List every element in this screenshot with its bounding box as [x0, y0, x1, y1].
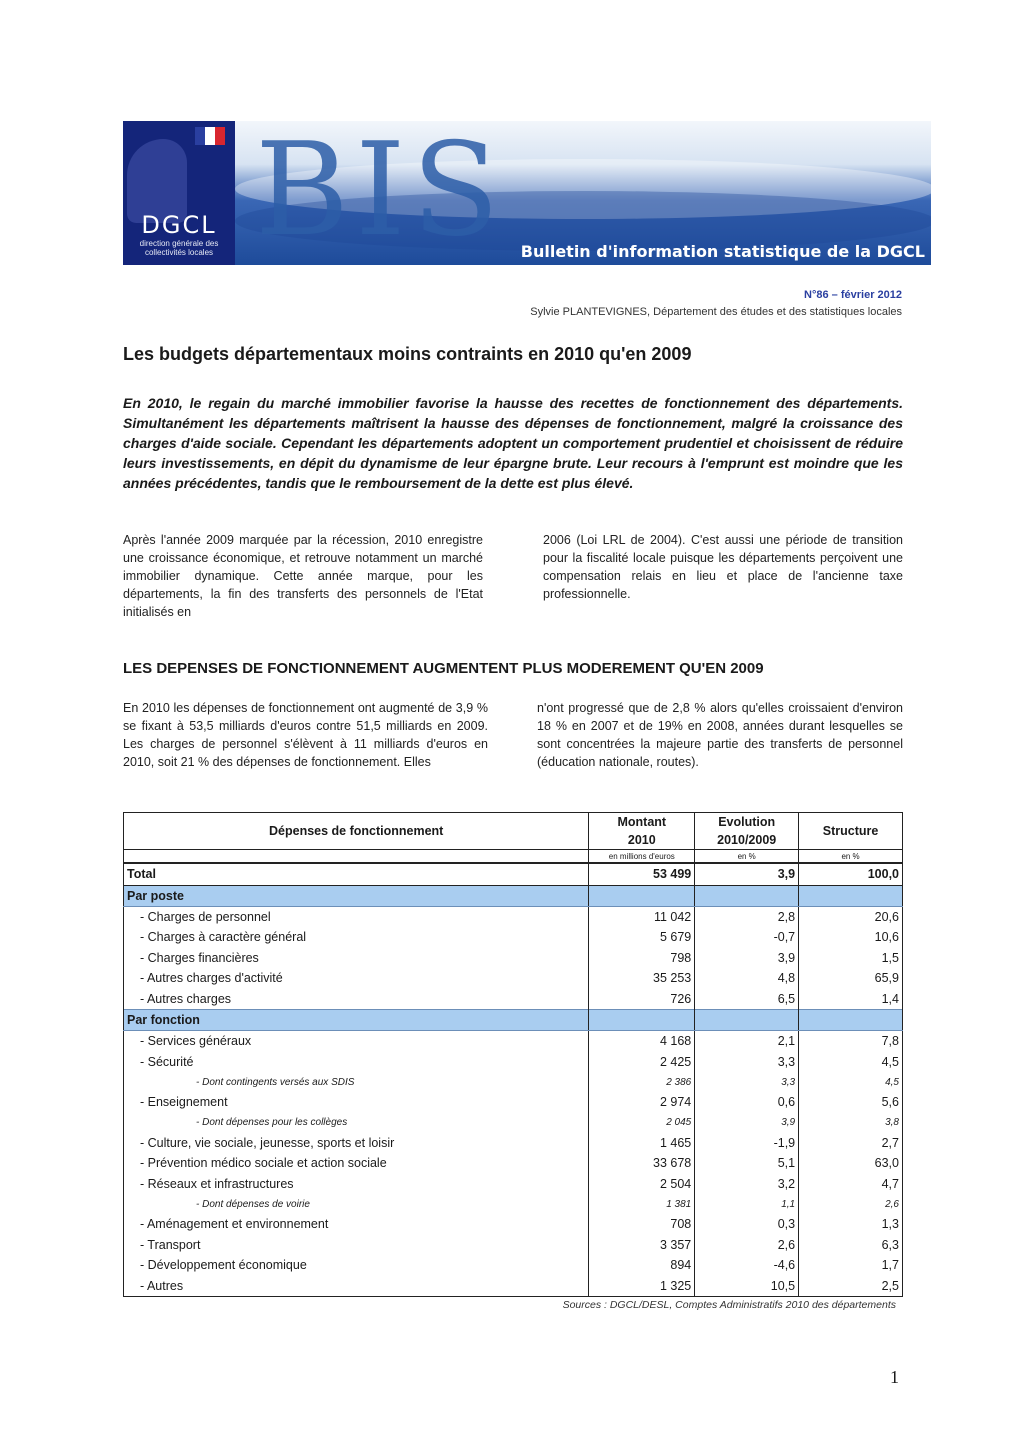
cell-structure: 1,7 — [799, 1255, 903, 1276]
cell-label: - Services généraux — [124, 1031, 589, 1052]
intro-right-column: 2006 (Loi LRL de 2004). C'est aussi une période de transition pour la fiscalité locale puisque les départements perçoivent une compensation relais en lieu et place de l'ancienne taxe professionnelle. — [543, 533, 903, 601]
author-line: Sylvie PLANTEVIGNES, Département des études et des statistiques locales — [530, 306, 902, 318]
cell-evolution: 4,8 — [695, 968, 799, 989]
table-row — [124, 1153, 903, 1174]
cell-evolution: 3,2 — [695, 1174, 799, 1195]
cell-evolution: 10,5 — [695, 1276, 799, 1297]
cell-structure: 2,5 — [799, 1276, 903, 1297]
section-empty — [695, 1010, 799, 1031]
cell-evolution: 2,8 — [695, 906, 799, 927]
cell-montant: 3 357 — [589, 1235, 695, 1256]
cell-evolution: -4,6 — [695, 1255, 799, 1276]
table-row — [124, 1214, 903, 1235]
cell-label: - Charges financières — [124, 948, 589, 969]
section-right-column: n'ont progressé que de 2,8 % alors qu'elles croissaient d'environ 18 % en 2007 et de 19% en 2008, années durant lesquelles se sont concentrées la majeure partie des transferts de personnel (éducation nationale, routes). — [537, 701, 903, 769]
table-row — [124, 906, 903, 927]
intro-left-column: Après l'année 2009 marquée par la récession, 2010 enregistre une croissance économique, et retrouve notamment un marché immobilier dynamique. Cette année marque, pour les départements, la fin des transferts des personnels de l'Etat initialisés en — [123, 533, 483, 619]
cell-evolution: 3,9 — [695, 948, 799, 969]
table-row — [124, 1276, 903, 1297]
cell-label: - Réseaux et infrastructures — [124, 1174, 589, 1195]
header-evolution-line1: Evolution — [718, 815, 776, 829]
cell-structure: 5,6 — [799, 1092, 903, 1113]
cell-evolution: 6,5 — [695, 989, 799, 1010]
cell-label: - Transport — [124, 1235, 589, 1256]
cell-montant: 726 — [589, 989, 695, 1010]
poste-rows — [124, 906, 903, 1010]
table-section-fonction — [124, 1010, 903, 1031]
table-row — [124, 1052, 903, 1073]
table-row — [124, 1174, 903, 1195]
cell-montant: 11 042 — [589, 906, 695, 927]
cell-structure: 1,4 — [799, 989, 903, 1010]
cell-structure: 2,7 — [799, 1133, 903, 1154]
table-row — [124, 968, 903, 989]
cell-structure: 1,5 — [799, 948, 903, 969]
cell-montant: 2 045 — [589, 1113, 695, 1133]
cell-montant: 1 325 — [589, 1276, 695, 1297]
republique-flag-icon — [195, 127, 225, 145]
cell-montant: 53 499 — [589, 863, 695, 885]
header-label: Dépenses de fonctionnement — [124, 813, 589, 850]
cell-label: - Charges de personnel — [124, 906, 589, 927]
section-heading: LES DEPENSES DE FONCTIONNEMENT AUGMENTENT PLUS MODEREMENT QU'EN 2009 — [123, 660, 764, 677]
cell-structure: 1,3 — [799, 1214, 903, 1235]
table-source: Sources : DGCL/DESL, Comptes Administratifs 2010 des départements — [562, 1299, 896, 1311]
section-label: Par poste — [124, 885, 589, 906]
bis-logo: BIS — [255, 121, 506, 265]
cell-label: - Autres charges — [124, 989, 589, 1010]
issue-number: N°86 – février 2012 — [804, 289, 902, 301]
cell-label: Total — [124, 863, 589, 885]
cell-structure: 65,9 — [799, 968, 903, 989]
section-empty — [589, 885, 695, 906]
cell-evolution: 3,3 — [695, 1052, 799, 1073]
cell-montant: 894 — [589, 1255, 695, 1276]
cell-label: - Aménagement et environnement — [124, 1214, 589, 1235]
table-section-poste — [124, 885, 903, 906]
fonction-rows — [124, 1031, 903, 1297]
banner-tagline: Bulletin d'information statistique de la DGCL — [520, 242, 925, 261]
cell-structure: 4,5 — [799, 1072, 903, 1092]
units-structure: en % — [799, 850, 903, 864]
units-empty — [124, 850, 589, 864]
units-evolution: en % — [695, 850, 799, 864]
cell-structure: 7,8 — [799, 1031, 903, 1052]
header-evolution — [695, 813, 799, 850]
section-empty — [695, 885, 799, 906]
table-row — [124, 1235, 903, 1256]
section-empty — [799, 885, 903, 906]
cell-montant: 4 168 — [589, 1031, 695, 1052]
table-row-total — [124, 863, 903, 885]
table-row — [124, 1092, 903, 1113]
section-label: Par fonction — [124, 1010, 589, 1031]
cell-label: - Enseignement — [124, 1092, 589, 1113]
cell-structure: 4,7 — [799, 1174, 903, 1195]
cell-montant: 2 974 — [589, 1092, 695, 1113]
cell-label: - Dont dépenses de voirie — [124, 1194, 589, 1214]
cell-montant: 2 386 — [589, 1072, 695, 1092]
cell-structure: 10,6 — [799, 927, 903, 948]
section-empty — [799, 1010, 903, 1031]
cell-label: - Autres charges d'activité — [124, 968, 589, 989]
table-units-row — [124, 850, 903, 864]
cell-evolution: 3,3 — [695, 1072, 799, 1092]
cell-label: - Prévention médico sociale et action sociale — [124, 1153, 589, 1174]
table-row — [124, 927, 903, 948]
cell-structure: 63,0 — [799, 1153, 903, 1174]
table-subrow — [124, 1072, 903, 1092]
cell-montant: 35 253 — [589, 968, 695, 989]
header-structure: Structure — [799, 813, 903, 850]
section-empty — [589, 1010, 695, 1031]
cell-montant: 1 381 — [589, 1194, 695, 1214]
cell-structure: 2,6 — [799, 1194, 903, 1214]
header-montant-line1: Montant — [617, 815, 667, 829]
cell-montant: 798 — [589, 948, 695, 969]
cell-structure: 100,0 — [799, 863, 903, 885]
cell-label: - Dont contingents versés aux SDIS — [124, 1072, 589, 1092]
cell-label: - Sécurité — [124, 1052, 589, 1073]
cell-montant: 33 678 — [589, 1153, 695, 1174]
cell-evolution: -1,9 — [695, 1133, 799, 1154]
units-montant: en millions d'euros — [589, 850, 695, 864]
cell-structure: 3,8 — [799, 1113, 903, 1133]
table-row — [124, 989, 903, 1010]
cell-evolution: 5,1 — [695, 1153, 799, 1174]
page-title: Les budgets départementaux moins contraints en 2010 qu'en 2009 — [123, 344, 692, 364]
cell-structure: 20,6 — [799, 906, 903, 927]
lead-paragraph: En 2010, le regain du marché immobilier favorise la hausse des recettes de fonctionnement des départements. Simultanément les départements maîtrisent la hausse des dépenses de fonctionnement, malgré la croissance des charges d'aide sociale. Cependant les départements adoptent un comportement prudentiel et choisissent de réduire leurs investissements, en dépit du dynamisme de leur épargne brute. Leur recours à l'emprunt est moindre que les années précédentes, tandis que le remboursement de la dette est plus élevé. — [123, 395, 903, 491]
table-subrow — [124, 1113, 903, 1133]
cell-structure: 4,5 — [799, 1052, 903, 1073]
cell-evolution: 0,3 — [695, 1214, 799, 1235]
cell-montant: 2 425 — [589, 1052, 695, 1073]
cell-structure: 6,3 — [799, 1235, 903, 1256]
cell-label: - Dont dépenses pour les collèges — [124, 1113, 589, 1133]
cell-label: - Charges à caractère général — [124, 927, 589, 948]
cell-montant: 5 679 — [589, 927, 695, 948]
cell-montant: 2 504 — [589, 1174, 695, 1195]
cell-evolution: -0,7 — [695, 927, 799, 948]
table-row — [124, 1255, 903, 1276]
table-row — [124, 948, 903, 969]
page-number: 1 — [890, 1367, 899, 1387]
header-evolution-line2: 2010/2009 — [717, 833, 777, 847]
dgcl-logo: DGCL — [141, 211, 217, 239]
cell-label: - Autres — [124, 1276, 589, 1297]
dgcl-logo-subtitle: direction générale des collectivités locales — [139, 239, 219, 257]
section-left-column: En 2010 les dépenses de fonctionnement ont augmenté de 3,9 % se fixant à 53,5 milliards d'euros contre 51,5 milliards en 2009. Les charges de personnel s'élèvent à 11 milliards d'euros en 2010, soit 21 % des dépenses de fonctionnement. Elles — [123, 701, 488, 769]
table-header-row — [124, 813, 903, 850]
header-montant-line2: 2010 — [627, 833, 656, 847]
cell-evolution: 2,1 — [695, 1031, 799, 1052]
table-row — [124, 1133, 903, 1154]
cell-label: - Développement économique — [124, 1255, 589, 1276]
cell-montant: 708 — [589, 1214, 695, 1235]
expenses-table — [123, 812, 903, 1297]
table-subrow — [124, 1194, 903, 1214]
cell-evolution: 1,1 — [695, 1194, 799, 1214]
cell-evolution: 3,9 — [695, 1113, 799, 1133]
header-montant — [589, 813, 695, 850]
cell-label: - Culture, vie sociale, jeunesse, sports et loisir — [124, 1133, 589, 1154]
cell-evolution: 2,6 — [695, 1235, 799, 1256]
cell-montant: 1 465 — [589, 1133, 695, 1154]
table-row — [124, 1031, 903, 1052]
cell-evolution: 3,9 — [695, 863, 799, 885]
dgcl-logo-panel — [123, 121, 235, 265]
bis-banner — [123, 121, 931, 265]
cell-evolution: 0,6 — [695, 1092, 799, 1113]
